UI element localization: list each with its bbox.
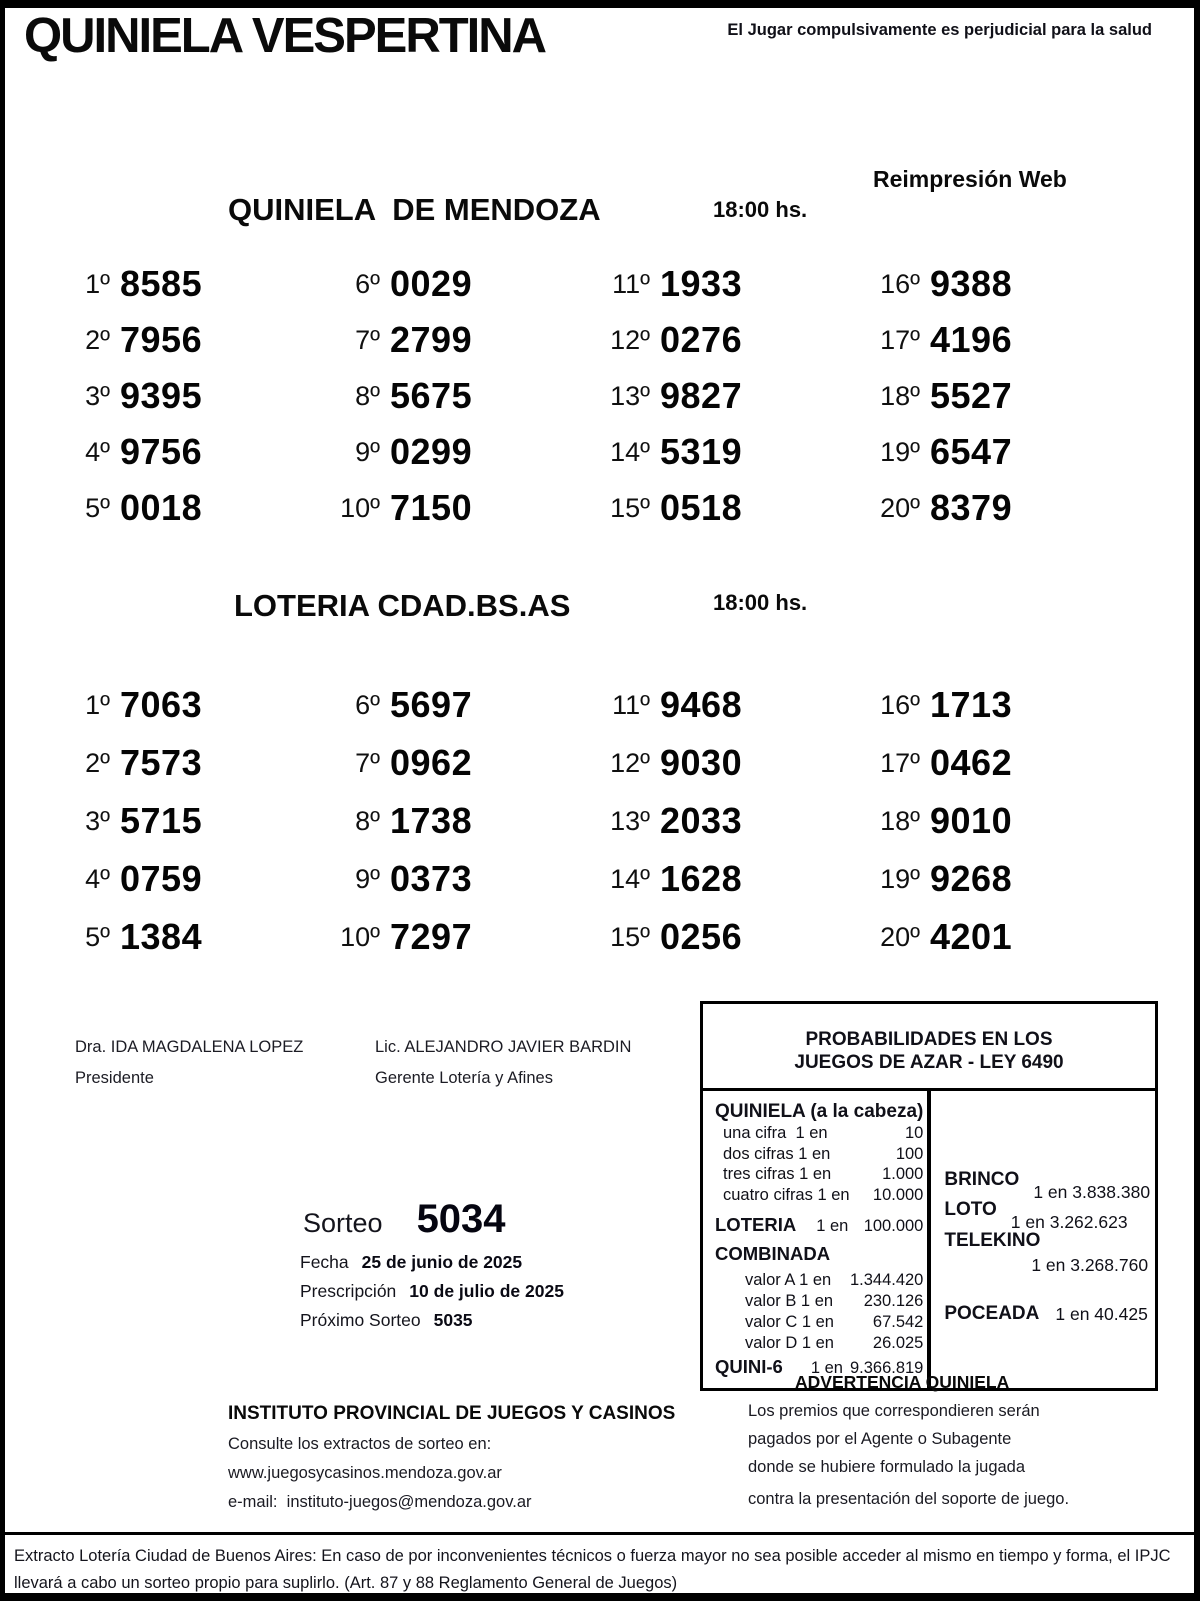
result-number: 4201 (930, 916, 1013, 957)
results-grid-bsas (58, 676, 1138, 966)
result-number: 7297 (390, 916, 473, 957)
result-item (868, 850, 1138, 908)
signature-president (75, 1038, 303, 1088)
result-item (868, 734, 1138, 792)
result-number: 0029 (390, 263, 473, 304)
result-position: 2º (85, 747, 110, 778)
quiniela-odds-header: QUINIELA (a la cabeza) (715, 1101, 924, 1122)
result-position: 16º (880, 268, 920, 299)
probabilities-title-line1: PROBABILIDADES EN LOS (805, 1029, 1053, 1050)
warning-line: pagados por el Agente o Subagente (748, 1430, 1012, 1448)
result-position: 4º (85, 436, 110, 467)
result-position: 5º (85, 492, 110, 523)
probabilities-box (700, 1001, 1158, 1391)
president-name: Dra. IDA MAGDALENA LOPEZ (75, 1038, 304, 1056)
section-time-bsas: 18:00 hs. (713, 590, 808, 615)
result-item (598, 256, 868, 312)
result-item (868, 908, 1138, 966)
president-role: Presidente (75, 1069, 154, 1087)
draw-date-row (300, 1252, 522, 1273)
result-item (598, 312, 868, 368)
probabilities-title-line2: JUEGOS DE AZAR - LEY 6490 (794, 1052, 1064, 1073)
result-item (328, 424, 598, 480)
result-number: 0759 (120, 858, 203, 899)
result-item (868, 424, 1138, 480)
odds-label: valor C 1 en (745, 1313, 834, 1331)
result-number: 9268 (930, 858, 1013, 899)
result-position: 16º (880, 689, 920, 720)
result-position: 18º (880, 805, 920, 836)
probabilities-left-column (703, 1091, 931, 1388)
results-grid-mendoza (58, 256, 1138, 536)
result-item (58, 734, 328, 792)
odds-value: 100.000 (863, 1217, 924, 1235)
odds-row-telekino (944, 1230, 1150, 1252)
result-number: 1384 (120, 916, 203, 957)
result-number: 7150 (390, 487, 473, 528)
result-number: 2033 (660, 800, 743, 841)
result-position: 6º (355, 689, 380, 720)
warning-line: Los premios que correspondieren serán (748, 1402, 1040, 1420)
signature-manager (375, 1038, 631, 1088)
result-number: 7956 (120, 319, 203, 360)
institute-email: e-mail: instituto-juegos@mendoza.gov.ar (228, 1493, 532, 1511)
result-position: 9º (355, 863, 380, 894)
odds-game-name: QUINI-6 (715, 1356, 783, 1377)
institute-website: www.juegosycasinos.mendoza.gov.ar (228, 1464, 502, 1482)
result-number: 9030 (660, 742, 743, 783)
odds-game-name: POCEADA (944, 1303, 1040, 1324)
odds-value: 10.000 (872, 1185, 924, 1204)
warning-line: donde se hubiere formulado la jugada (748, 1458, 1026, 1476)
odds-game-name: LOTERIA (715, 1214, 797, 1235)
warning-line: contra la presentación del soporte de juego. (748, 1490, 1070, 1508)
result-position: 10º (340, 921, 380, 952)
result-number: 5697 (390, 684, 473, 725)
odds-row-cuatro-cifras (715, 1185, 923, 1206)
result-position: 17º (880, 747, 920, 778)
odds-mid: 1 en (810, 1359, 843, 1377)
result-position: 7º (355, 324, 380, 355)
result-number: 0373 (390, 858, 473, 899)
result-number: 5715 (120, 800, 203, 841)
result-item (328, 312, 598, 368)
result-number: 5675 (390, 375, 473, 416)
result-position: 11º (612, 689, 650, 720)
result-item (58, 368, 328, 424)
result-position: 9º (355, 436, 380, 467)
result-position: 6º (355, 268, 380, 299)
institute-block (228, 1403, 675, 1512)
result-item (868, 368, 1138, 424)
result-item (328, 480, 598, 536)
odds-game-name: TELEKINO (944, 1230, 1041, 1251)
result-item (598, 368, 868, 424)
result-number: 9388 (930, 263, 1013, 304)
result-item (598, 792, 868, 850)
odds-value: 10 (905, 1124, 924, 1142)
result-position: 2º (85, 324, 110, 355)
result-item (58, 424, 328, 480)
result-item (328, 676, 598, 734)
date-label: Fecha (300, 1252, 349, 1272)
result-position: 8º (355, 380, 380, 411)
next-draw-row (300, 1310, 473, 1331)
odds-value: 100 (895, 1144, 924, 1163)
date-value: 25 de junio de 2025 (361, 1252, 523, 1272)
odds-mid: 1 en (816, 1217, 849, 1235)
odds-value: 9.366.819 (849, 1359, 924, 1377)
prescription-value: 10 de julio de 2025 (409, 1281, 564, 1301)
odds-label: una cifra 1 en (723, 1124, 828, 1142)
result-position: 5º (85, 921, 110, 952)
odds-row-una-cifra (715, 1123, 923, 1144)
result-position: 13º (610, 805, 650, 836)
odds-label: valor B 1 en (745, 1292, 834, 1310)
odds-value: 26.025 (872, 1334, 924, 1352)
result-position: 13º (610, 380, 650, 411)
result-number: 0256 (660, 916, 743, 957)
odds-game-name: BRINCO (944, 1169, 1020, 1190)
footer-disclaimer: Extracto Lotería Ciudad de Buenos Aires: En caso de por inconvenientes técnicos o fuerza mayor no sea posible acceder al mismo en tiempo y forma, el IPJC llevará a cabo un sorteo propio para suplirlo. (Art. 87 y 88 Reglamento General de Juegos) (14, 1547, 1171, 1592)
result-number: 8379 (930, 487, 1013, 528)
page-title: QUINIELA VESPERTINA (24, 9, 546, 63)
manager-name: Lic. ALEJANDRO JAVIER BARDIN (375, 1038, 632, 1056)
result-position: 4º (85, 863, 110, 894)
result-item (58, 792, 328, 850)
probabilities-title (703, 1004, 1155, 1091)
result-number: 9468 (660, 684, 743, 725)
result-position: 3º (85, 805, 110, 836)
result-position: 11º (612, 268, 650, 299)
result-position: 20º (880, 921, 920, 952)
result-number: 0962 (390, 742, 473, 783)
odds-value: 1.344.420 (849, 1271, 924, 1289)
result-position: 1º (85, 268, 110, 299)
result-number: 5527 (930, 375, 1013, 416)
section-title-mendoza: QUINIELA DE MENDOZA (228, 192, 601, 227)
section-time-mendoza: 18:00 hs. (713, 197, 808, 222)
reprint-web-label: Reimpresión Web (873, 166, 1067, 192)
result-number: 0018 (120, 487, 203, 528)
result-position: 14º (610, 436, 650, 467)
odds-label: cuatro cifras 1 en (723, 1185, 850, 1204)
result-position: 15º (610, 492, 650, 523)
odds-value: 1 en 3.838.380 (1033, 1182, 1151, 1202)
result-item (598, 676, 868, 734)
result-position: 10º (340, 492, 380, 523)
result-number: 6547 (930, 431, 1013, 472)
prescription-label: Prescripción (300, 1281, 397, 1301)
odds-label: dos cifras 1 en (723, 1144, 831, 1163)
result-item (598, 850, 868, 908)
odds-value: 67.542 (872, 1313, 924, 1331)
result-item (868, 256, 1138, 312)
result-item (328, 734, 598, 792)
result-item (328, 792, 598, 850)
odds-value: 230.126 (863, 1292, 924, 1310)
result-position: 14º (610, 863, 650, 894)
result-item (58, 850, 328, 908)
result-position: 8º (355, 805, 380, 836)
next-draw-label: Próximo Sorteo (300, 1310, 421, 1330)
result-item (58, 480, 328, 536)
institute-name: INSTITUTO PROVINCIAL DE JUEGOS Y CASINOS (228, 1403, 676, 1424)
odds-value-telekino: 1 en 3.268.760 (1031, 1255, 1149, 1275)
result-item (58, 256, 328, 312)
footer-divider (0, 1532, 1200, 1535)
result-position: 12º (610, 324, 650, 355)
result-item (868, 312, 1138, 368)
odds-row-dos-cifras (715, 1144, 923, 1165)
result-position: 19º (880, 863, 920, 894)
result-number: 1628 (660, 858, 743, 899)
result-item (598, 908, 868, 966)
odds-label: valor A 1 en (745, 1271, 832, 1289)
result-number: 7573 (120, 742, 203, 783)
result-position: 19º (880, 436, 920, 467)
result-item (328, 368, 598, 424)
result-number: 5319 (660, 431, 743, 472)
odds-label: tres cifras 1 en (723, 1165, 832, 1183)
result-item (598, 480, 868, 536)
result-number: 9756 (120, 431, 203, 472)
odds-value: 1 en 40.425 (1055, 1304, 1148, 1324)
health-warning: El Jugar compulsivamente es perjudicial para la salud (727, 21, 1152, 39)
result-item (868, 676, 1138, 734)
draw-number: 5034 (416, 1197, 506, 1241)
result-item (58, 312, 328, 368)
odds-row-poceada (944, 1303, 1150, 1325)
odds-value: 1.000 (882, 1165, 924, 1183)
result-number: 9010 (930, 800, 1013, 841)
result-number: 1713 (930, 684, 1013, 725)
section-title-bsas: LOTERIA CDAD.BS.AS (234, 588, 571, 623)
result-number: 0518 (660, 487, 743, 528)
result-position: 7º (355, 747, 380, 778)
combinada-header: COMBINADA (715, 1243, 831, 1264)
result-item (868, 792, 1138, 850)
manager-role: Gerente Lotería y Afines (375, 1069, 553, 1087)
odds-game-name: LOTO (944, 1199, 997, 1220)
result-item (328, 908, 598, 966)
odds-row-loteria (715, 1214, 923, 1236)
institute-consult-line: Consulte los extractos de sorteo en: (228, 1435, 492, 1453)
result-number: 2799 (390, 319, 473, 360)
result-item (328, 256, 598, 312)
warning-quiniela-text (748, 1402, 1069, 1518)
result-number: 0462 (930, 742, 1013, 783)
result-item (58, 908, 328, 966)
result-number: 7063 (120, 684, 203, 725)
prescription-row (300, 1281, 564, 1302)
result-number: 9395 (120, 375, 203, 416)
result-number: 0299 (390, 431, 473, 472)
result-position: 1º (85, 689, 110, 720)
draw-label: Sorteo (303, 1208, 383, 1238)
result-item (328, 850, 598, 908)
result-number: 0276 (660, 319, 743, 360)
result-position: 20º (880, 492, 920, 523)
result-number: 1933 (660, 263, 743, 304)
draw-number-row (303, 1197, 506, 1242)
result-item (598, 734, 868, 792)
odds-label: valor D 1 en (745, 1334, 834, 1352)
odds-row-valor-c (715, 1312, 923, 1333)
result-position: 15º (610, 921, 650, 952)
odds-row-tres-cifras (715, 1164, 923, 1185)
result-position: 17º (880, 324, 920, 355)
result-item (598, 424, 868, 480)
odds-row-brinco (944, 1169, 1151, 1202)
result-position: 12º (610, 747, 650, 778)
odds-row-valor-b (715, 1291, 923, 1312)
result-number: 4196 (930, 319, 1013, 360)
result-position: 3º (85, 380, 110, 411)
probabilities-right-column (931, 1091, 1162, 1388)
next-draw-value: 5035 (433, 1310, 473, 1330)
result-number: 9827 (660, 375, 743, 416)
result-position: 18º (880, 380, 920, 411)
odds-row-valor-a (715, 1270, 923, 1291)
warning-quiniela-title: ADVERTENCIA QUINIELA (795, 1372, 1010, 1392)
result-item (868, 480, 1138, 536)
result-number: 8585 (120, 263, 203, 304)
result-item (58, 676, 328, 734)
result-number: 1738 (390, 800, 473, 841)
odds-row-valor-d (715, 1333, 923, 1354)
odds-value: 1 en 3.262.623 (1010, 1212, 1128, 1232)
